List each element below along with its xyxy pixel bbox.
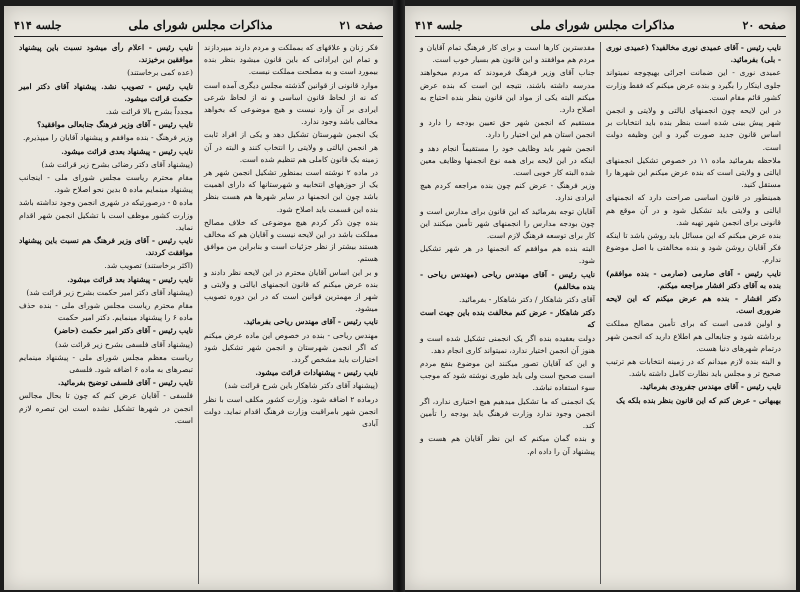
paragraph: فلسفی - آقایان عرض کنم که چون تا بحال مجالس انجمن در شهرها تشکیل نشده است این تبصره لازم است. xyxy=(19,391,193,425)
page-header xyxy=(14,14,383,37)
paragraph: آقایان توجه بفرمائید که این قانون برای مدارس است و چون بودجه مدارس را انجمنهای شهر تأمین میکنند این کار برای توسعه فرهنگ لازم است. xyxy=(420,206,595,241)
paragraph: مقدسترین کارها است و برای کار فرهنگ تمام آقایان و مردم هم موافقند و این قانون هم بسیار خوب است. xyxy=(420,43,595,65)
text-columns xyxy=(415,42,786,584)
paragraph: فکر زنان و علاقهای که بمملکت و مردم دارند میپردازند و تمام این ایراداتی که باین قانون میشود بنظر بنده بیمورد است و به مصلحت مملکت نیست. xyxy=(204,43,378,77)
page-right xyxy=(405,6,796,590)
speaker-line: نایب رئیس - آقای مهندس جفرودی بفرمائید. xyxy=(639,382,781,392)
paragraph: آقای دکتر شاهکار / دکتر شاهکار - بفرمائید. xyxy=(458,295,595,305)
text-columns xyxy=(14,42,383,584)
paragraph: یک انجمن شهرستان تشکیل دهد و یکی از افراد ثابت هر انجمن ایالتی و ولایتی را انتخاب کنند و البته در آن زمینه یک قانون کاملی هم تنظیم شده است. xyxy=(204,130,378,164)
book-spine xyxy=(393,0,405,592)
paragraph: موارد قانونی از قوانین گذشته مجلس دیگری آمده است که نه از لحاظ قانون اساسی و نه از لحاظ شرعی ایرادی بر آن وارد نیست و هیچ موضوعی که بخواهد مخالف باشد وجود ندارد. xyxy=(204,80,378,127)
paragraph: در این لایحه چون انجمنهای ایالتی و ولایتی و انجمن شهر پیش بینی شده است بنظر بنده باید انتخابات بر اساس قانون جدید صورت گیرد و این وظیفه دولت است. xyxy=(606,106,781,152)
paragraph: (پیشنهاد آقای فلسفی بشرح زیر قرائت شد) xyxy=(55,339,193,349)
speaker-line: نایب رئیس - آقای مهندس ریاحی بفرمائید. xyxy=(243,317,378,327)
paragraph: و اولین قدمی است که برای تأمین مصالح مملکت برداشته شود و جنابعالی هم اطلاع دارید که انجمن شهر درتمام شهرهای دنیا هست. xyxy=(606,319,781,353)
paragraph: مستقیم که انجمن شهر حق تعیین بودجه را دارد و انجمن استان هم این اختیار را دارد. xyxy=(420,118,595,140)
right-column xyxy=(199,42,383,584)
paragraph: (پیشنهاد آقای دکتر امیر حکمت بشرح زیر قرائت شد) xyxy=(26,287,193,297)
paragraph: (اکثر برخاستند) تصویب شد. xyxy=(104,261,193,271)
session-number: جلسه ۴۱۴ xyxy=(415,18,463,32)
paragraph: و این که آقایان تصور میکنند این موضوع بنفع مردم است صحیح است ولی باید طوری نوشته شود که موجب سوء استفاده نباشد. xyxy=(420,359,595,393)
paragraph: و بنده گمان میکنم که این نظر آقایان هم هست و پیشنهاد آن را داده ام. xyxy=(420,434,595,456)
speaker-line: نایب رئیس - آقای فلسفی توضیح بفرمائید. xyxy=(57,378,193,388)
paragraph: (پیشنهاد آقای دکتر رضائی بشرح زیر قرائت شد) xyxy=(41,159,193,169)
speaker-line: بهبهانی - عرض کنم که این قانون بنظر بنده بلکه یک xyxy=(616,395,781,405)
paragraph: دولت بعقیده بنده اگر یک انجمنی تشکیل شده است و هنوز آن انجمن اختیار ندارد، نمیتواند کاری انجام دهد. xyxy=(420,333,595,355)
right-column xyxy=(601,42,786,584)
speaker-line: نایب رئیس - پیشنهادات قرائت میشود. xyxy=(255,368,378,378)
speaker-line: نایب رئیس - آقای عمیدی نوری مخالفید؟ (عمیدی نوری - بلی) بفرمائید. xyxy=(606,43,781,65)
paragraph: همینطور در قانون اساسی صراحت دارد که انجمنهای ایالتی و ولایتی باید تشکیل شود و در آن موقع هم قانونی برای انجمن شهر تهیه شد. xyxy=(606,193,781,227)
paragraph: وزیر فرهنگ - بنده موافقم و پیشنهاد آقایان را میپذیرم. xyxy=(22,133,193,143)
left-column xyxy=(14,42,199,584)
speaker-line: نایب رئیس - آقای وزیر فرهنگ هم نسبت باین پیشنهاد موافقت کردند. xyxy=(19,236,193,258)
paragraph: ریاست معظم مجلس شورای ملی - پیشنهاد مینمایم تبصرهای به ماده ۶ اضافه شود. فلسفی xyxy=(19,352,193,375)
paragraph: (پیشنهاد آقای دکتر شاهکار باین شرح قرائت شد) xyxy=(224,381,378,391)
speaker-line: نایب رئیس - اعلام رأی میشود نسبت باین پیشنهاد موافقین برخیزند. xyxy=(19,43,193,65)
paragraph: وزیر فرهنگ - عرض کنم چون بنده مراجعه کردم هیچ ایرادی ندارد. xyxy=(420,181,595,203)
paragraph: (عده کمی برخاستند) xyxy=(127,68,193,78)
page-number: صفحه ۲۱ xyxy=(339,18,383,32)
paragraph: مقام محترم ریاست مجلس شورای ملی - اینجانب پیشنهاد مینمایم ماده ۵ بدین نحو اصلاح شود. xyxy=(19,173,193,195)
paragraph: عمیدی نوری - این ضمانت اجرائی بهیچوجه نمیتواند جلوی اینکار را بگیرد و بنده عرض میکنم که فقط وزارت کشور قائم مقام است. xyxy=(606,68,781,102)
left-column xyxy=(415,42,601,584)
paragraph: و البته بنده لازم میدانم که در زمینه انتخابات هم ترتیب صحیح تر و مجلس باید نظارت کامل داشته باشد. xyxy=(606,357,781,379)
paragraph: بنده عرض میکنم که این مسائل باید روشن باشد تا اینکه فکر آقایان روشن شود و بنده مخالفتی با اصل موضوع ندارم. xyxy=(605,231,781,265)
speaker-line: دکتر شاهکار - عرض کنم مخالفت بنده باین جهت است که xyxy=(420,308,595,330)
paragraph: بنده چون ذکر کردم هیچ موضوعی که خلاف مصالح مملکت باشد در این لایحه نیست و آقایان هم که مخالف هستند بیشتر از نظر جزئیات است و بنابراین من موافق هستم. xyxy=(204,217,378,264)
speaker-line: نایب رئیس - آقای مهندس ریاحی (مهندس ریاحی - بنده مخالفم) xyxy=(420,269,595,291)
speaker-line: نایب رئیس - پیشنهاد بعدی قرائت میشود. xyxy=(61,146,193,156)
paragraph: ماده ۵ - درصورتیکه در شهری انجمن وجود نداشته باشد وزارت کشور موظف است با تشکیل انجمن شهر اقدام نماید. xyxy=(19,198,193,232)
paragraph: انجمن شهر باید وظایف خود را مستقیماً انجام دهد و اینکه در این لایحه برای همه نوع انجمنها وظایف معین شده البته کار خوبی است. xyxy=(420,143,595,178)
paragraph: یک انجمنی که ما تشکیل میدهیم هیچ اختیاری ندارد، اگر انجمن وجود ندارد وزارت فرهنگ باید بودجه را تأمین کند. xyxy=(420,396,595,431)
page-header xyxy=(415,14,786,37)
speaker-line: نایب رئیس - پیشنهاد بعد قرائت میشود. xyxy=(67,274,193,284)
page-title: مذاکرات مجلس شورای ملی xyxy=(128,18,273,32)
paragraph: جناب آقای وزیر فرهنگ فرمودند که مردم میخواهند مدرسه داشته باشند، نتیجه این است که بنده عرض میکنم البته یکی از مواد این قانون بنظر بنده احتیاج به اصلاح دارد. xyxy=(420,68,595,115)
paragraph: ملاحظه بفرمائید ماده ۱۱ در خصوص تشکیل انجمنهای ایالتی و ولایتی است که بنده عرض میکنم این شهرها را مستقل کنید. xyxy=(606,155,781,190)
paragraph: مجدداً بشرح بالا قرائت شد. xyxy=(105,107,193,117)
speaker-line: نایب رئیس - تصویب نشد. پیشنهاد آقای دکتر امیر حکمت قرائت میشود. xyxy=(19,81,193,103)
paragraph: مهندس ریاحی - بنده در خصوص این ماده عرض میکنم که اگر انجمن شهرستان و انجمن شهر تشکیل شود اختیارات باید مشخص گردد. xyxy=(204,330,378,365)
paragraph: در ماده ۲ نوشته است بمنظور تشکیل انجمن شهر هر یک از حوزههای انتخابیه و شهرستانها که دارای اهمیت باشد چون این انجمنها در سایر شهرها هم هست بنظر بنده این قسمت باید اصلاح شود. xyxy=(204,168,378,214)
page-title: مذاکرات مجلس شورای ملی xyxy=(530,18,675,32)
speaker-line: نایب رئیس - آقای دکتر امیر حکمت (حاضر) xyxy=(53,326,193,336)
paragraph: درماده ۲ اضافه شود. وزارت کشور مکلف است با نظر انجمن شهر بامراقبت وزارت فرهنگ اقدام نماید. دولت آبادی xyxy=(204,394,378,429)
speaker-line: نایب رئیس - آقای صارمی (صارمی - بنده موافقم) بنده به آقای دکتر افشار مراجعه میکنم. xyxy=(606,268,781,290)
paragraph: مقام محترم ریاست مجلس شورای ملی - بنده حذف ماده ۶ را پیشنهاد مینمایم. دکتر امیر حکمت xyxy=(19,301,193,323)
page-number: صفحه ۲۰ xyxy=(742,18,786,32)
paragraph: البته بنده هم موافقم که انجمنها در هر شهر تشکیل شود. xyxy=(420,244,595,266)
page-left xyxy=(4,6,393,590)
paragraph: و بر این اساس آقایان محترم در این لایحه نظر دادند و بنده عرض میکنم که قانون انجمنهای ایالتی و ولایتی و شهر از مهمترین قوانین است که در این دوره تصویب میشود. xyxy=(204,267,378,314)
speaker-line: نایب رئیس - آقای وزیر فرهنگ جنابعالی موافقید؟ xyxy=(37,120,193,130)
session-number: جلسه ۴۱۴ xyxy=(14,18,62,32)
speaker-line: دکتر افشار - بنده هم عرض میکنم که این لایحه ضروری است. xyxy=(606,294,781,316)
